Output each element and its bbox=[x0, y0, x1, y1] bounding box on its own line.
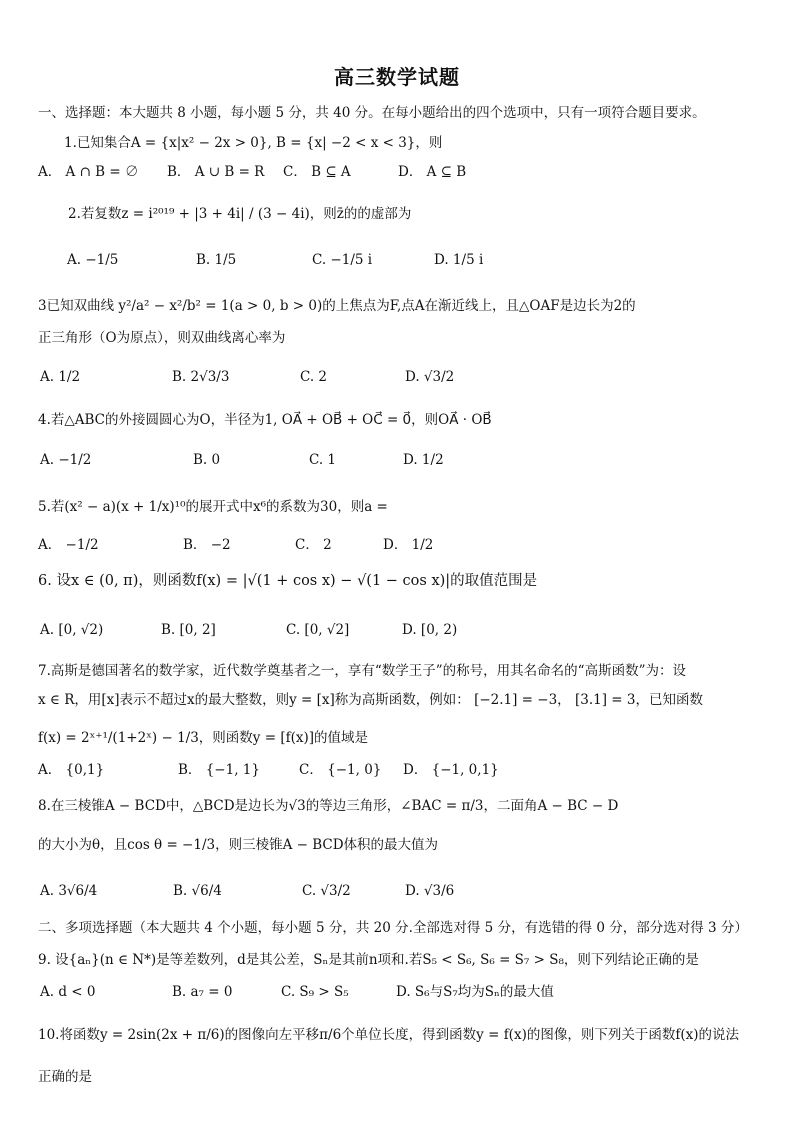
question-1-option-d: D． A ⊆ B bbox=[398, 164, 467, 180]
question-9-stem: 9. 设{aₙ}(n ∈ N*)是等差数列，d是其公差，Sₙ是其前n项和.若S₅ < S₆, S₆ = S₇ > S₈，则下列结论正确的是 bbox=[38, 952, 699, 968]
page-title: 高三数学试题 bbox=[334, 65, 460, 89]
section-heading-multiple-choice: 二、多项选择题（本大题共 4 个小题，每小题 5 分，共 20 分.全部选对得 5 分，有选错的得 0 分，部分选对得 3 分） bbox=[38, 920, 748, 936]
question-6-stem: 6. 设x ∈ (0, π)，则函数f(x) = |√(1 + cos x) − √(1 − cos x)|的取值范围是 bbox=[38, 573, 538, 589]
question-8-option-c: C. √3/2 bbox=[302, 883, 351, 899]
question-3-option-b: B. 2√3/3 bbox=[172, 369, 230, 385]
question-7-stem-line3: f(x) = 2ˣ⁺¹/(1+2ˣ) − 1/3，则函数y = [f(x)]的值域是 bbox=[38, 730, 368, 746]
question-2-option-d: D. 1/5 i bbox=[434, 252, 484, 268]
question-3-option-c: C. 2 bbox=[300, 369, 328, 385]
question-7-stem-line2: x ∈ R，用[x]表示不超过x的最大整数，则y = [x]称为高斯函数，例如： [−2.1] = −3， [3.1] = 3，已知函数 bbox=[38, 692, 703, 708]
question-2-option-c: C. −1/5 i bbox=[312, 252, 373, 268]
question-1-option-a: A． A ∩ B = ∅ bbox=[38, 164, 139, 180]
question-5-option-b: B． −2 bbox=[183, 537, 231, 553]
question-9-option-c: C. S₉ > S₅ bbox=[281, 984, 349, 1000]
question-2-option-b: B. 1/5 bbox=[196, 252, 237, 268]
question-5-stem: 5.若(x² − a)(x + 1/x)¹⁰的展开式中x⁶的系数为30，则a = bbox=[38, 499, 388, 515]
question-9-option-a: A. d < 0 bbox=[40, 984, 96, 1000]
question-8-option-d: D. √3/6 bbox=[405, 883, 455, 899]
section-heading-choice: 一、选择题：本大题共 8 小题，每小题 5 分，共 40 分。在每小题给出的四个选项中，只有一项符合题目要求。 bbox=[38, 105, 706, 121]
question-8-stem-line2: 的大小为θ，且cos θ = −1/3，则三棱锥A − BCD体积的最大值为 bbox=[38, 837, 439, 853]
question-4-option-b: B. 0 bbox=[193, 452, 221, 468]
question-9-option-b: B. a₇ = 0 bbox=[172, 984, 233, 1000]
question-10-stem-line2: 正确的是 bbox=[38, 1069, 92, 1085]
question-1-stem: 1.已知集合A = {x|x² − 2x > 0}, B = {x| −2 < x < 3}，则 bbox=[64, 135, 443, 151]
question-7-option-d: D． {−1, 0,1} bbox=[403, 762, 499, 778]
question-5-option-a: A． −1/2 bbox=[38, 537, 99, 553]
question-6-option-a: A. [0, √2) bbox=[40, 622, 104, 638]
question-5-option-d: D． 1/2 bbox=[383, 537, 434, 553]
question-4-stem: 4.若△ABC的外接圆圆心为O，半径为1, OA⃗ + OB⃗ + OC⃗ = 0⃗，则OA⃗ · OB⃗ bbox=[38, 412, 492, 428]
question-6-option-b: B. [0, 2] bbox=[161, 622, 216, 638]
question-1-option-c: C． B ⊆ A bbox=[283, 164, 351, 180]
question-5-option-c: C． 2 bbox=[295, 537, 332, 553]
question-4-option-c: C. 1 bbox=[309, 452, 337, 468]
question-4-option-d: D. 1/2 bbox=[403, 452, 444, 468]
question-10-stem-line1: 10.将函数y = 2sin(2x + π/6)的图像向左平移π/6个单位长度，得到函数y = f(x)的图像，则下列关于函数f(x)的说法 bbox=[38, 1027, 739, 1043]
question-6-option-d: D. [0, 2) bbox=[402, 622, 458, 638]
question-8-option-b: B. √6/4 bbox=[173, 883, 222, 899]
question-8-option-a: A. 3√6/4 bbox=[40, 883, 98, 899]
question-7-option-b: B． {−1, 1} bbox=[178, 762, 260, 778]
question-7-option-a: A． {0,1} bbox=[38, 762, 105, 778]
question-8-stem-line1: 8.在三棱锥A − BCD中，△BCD是边长为√3的等边三角形，∠BAC = π/3，二面角A − BC − D bbox=[38, 798, 619, 814]
question-4-option-a: A. −1/2 bbox=[40, 452, 92, 468]
question-3-stem-line1: 3已知双曲线 y²/a² − x²/b² = 1(a > 0, b > 0)的上焦点为F,点A在渐近线上，且△OAF是边长为2的 bbox=[38, 298, 636, 314]
question-7-stem-line1: 7.高斯是德国著名的数学家，近代数学奠基者之一，享有“数学王子”的称号，用其名命名的“高斯函数”为：设 bbox=[38, 663, 686, 679]
question-1-option-b: B． A ∪ B = R bbox=[167, 164, 265, 180]
question-2-stem: 2.若复数z = i²⁰¹⁹ + |3 + 4i| / (3 − 4i)，则z̄的的虚部为 bbox=[68, 206, 412, 222]
question-3-option-d: D. √3/2 bbox=[405, 369, 455, 385]
question-2-option-a: A. −1/5 bbox=[67, 252, 119, 268]
question-6-option-c: C. [0, √2] bbox=[286, 622, 350, 638]
question-3-option-a: A. 1/2 bbox=[40, 369, 81, 385]
question-9-option-d: D. S₆与S₇均为Sₙ的最大值 bbox=[396, 984, 554, 1000]
question-7-option-c: C． {−1, 0} bbox=[299, 762, 382, 778]
question-3-stem-line2: 正三角形（O为原点），则双曲线离心率为 bbox=[38, 330, 286, 346]
